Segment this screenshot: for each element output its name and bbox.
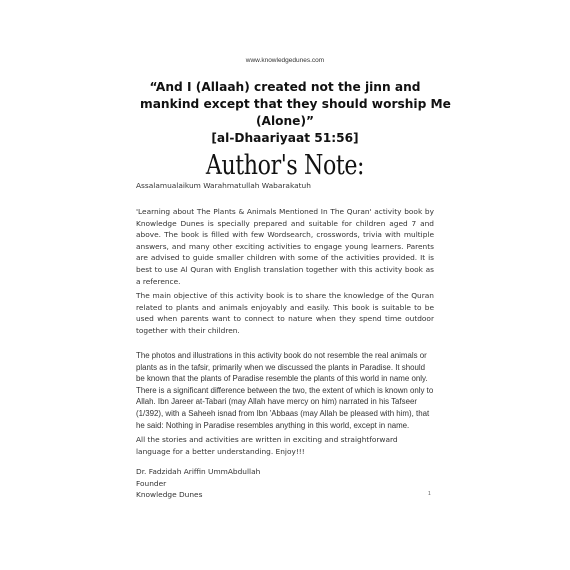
author-organization: Knowledge Dunes bbox=[136, 490, 203, 500]
website-url: www.knowledgedunes.com bbox=[245, 57, 325, 64]
author-title: Founder bbox=[136, 478, 167, 488]
paragraph-disclaimer: The photos and illustrations in this activity book do not resemble the real animals or plants as in the tafsir, primarily when we discussed the plants in Paradise. It should be known that the plants of Paradise resemble the plants of this world in name only. There is a significant difference between the two, the extent of which is known only to Allah. Ibn Jareer at-Tabari (may Allah have mercy on him) narrated in his Tafseer (1/392), with a Saheeh isnad from Ibn 'Abbaas (may Allah be pleased with him), that he said: Nothing in Paradise resembles anything in this world, except in name. bbox=[136, 351, 434, 430]
authors-note-heading: Author's Note: bbox=[205, 150, 365, 181]
greeting: Assalamualaikum Warahmatullah Wabarakatuh bbox=[136, 181, 311, 190]
signature-block bbox=[136, 466, 434, 501]
quote-line: “And I (Allaah) created not the jinn and bbox=[149, 80, 421, 94]
quote-line: mankind except that they should worship Me bbox=[140, 97, 451, 111]
paragraph-intro: 'Learning about The Plants & Animals Mentioned In The Quran' activity book by Knowledge Dunes is specially prepared and suitable for children aged 7 and above. The book is filled with few Wordsearch, crosswords, trivia with multiple answers, and many other exciting activities to engage young learners. Parents are advised to guide smaller children with some of the activities provided. It is best to use Al Quran with English translation together with this activity book as a reference. bbox=[136, 207, 434, 286]
quote-reference: [al-Dhaariyaat 51:56] bbox=[211, 131, 359, 145]
page-number: 1 bbox=[428, 491, 431, 497]
quote-line: (Alone)” bbox=[255, 114, 315, 128]
paragraph-closing: All the stories and activities are written in exciting and straightforward language for a better understanding. Enjoy!!! bbox=[136, 435, 398, 456]
author-name: Dr. Fadzidah Ariffin UmmAbdullah bbox=[136, 467, 261, 476]
paragraph-objective: The main objective of this activity book is to share the knowledge of the Quran related to plants and animals enjoyably and easily. This book is suitable to be used when parents want to connect to nature when they spend time outdoor together with their children. bbox=[136, 291, 434, 335]
quran-quote bbox=[140, 79, 451, 147]
